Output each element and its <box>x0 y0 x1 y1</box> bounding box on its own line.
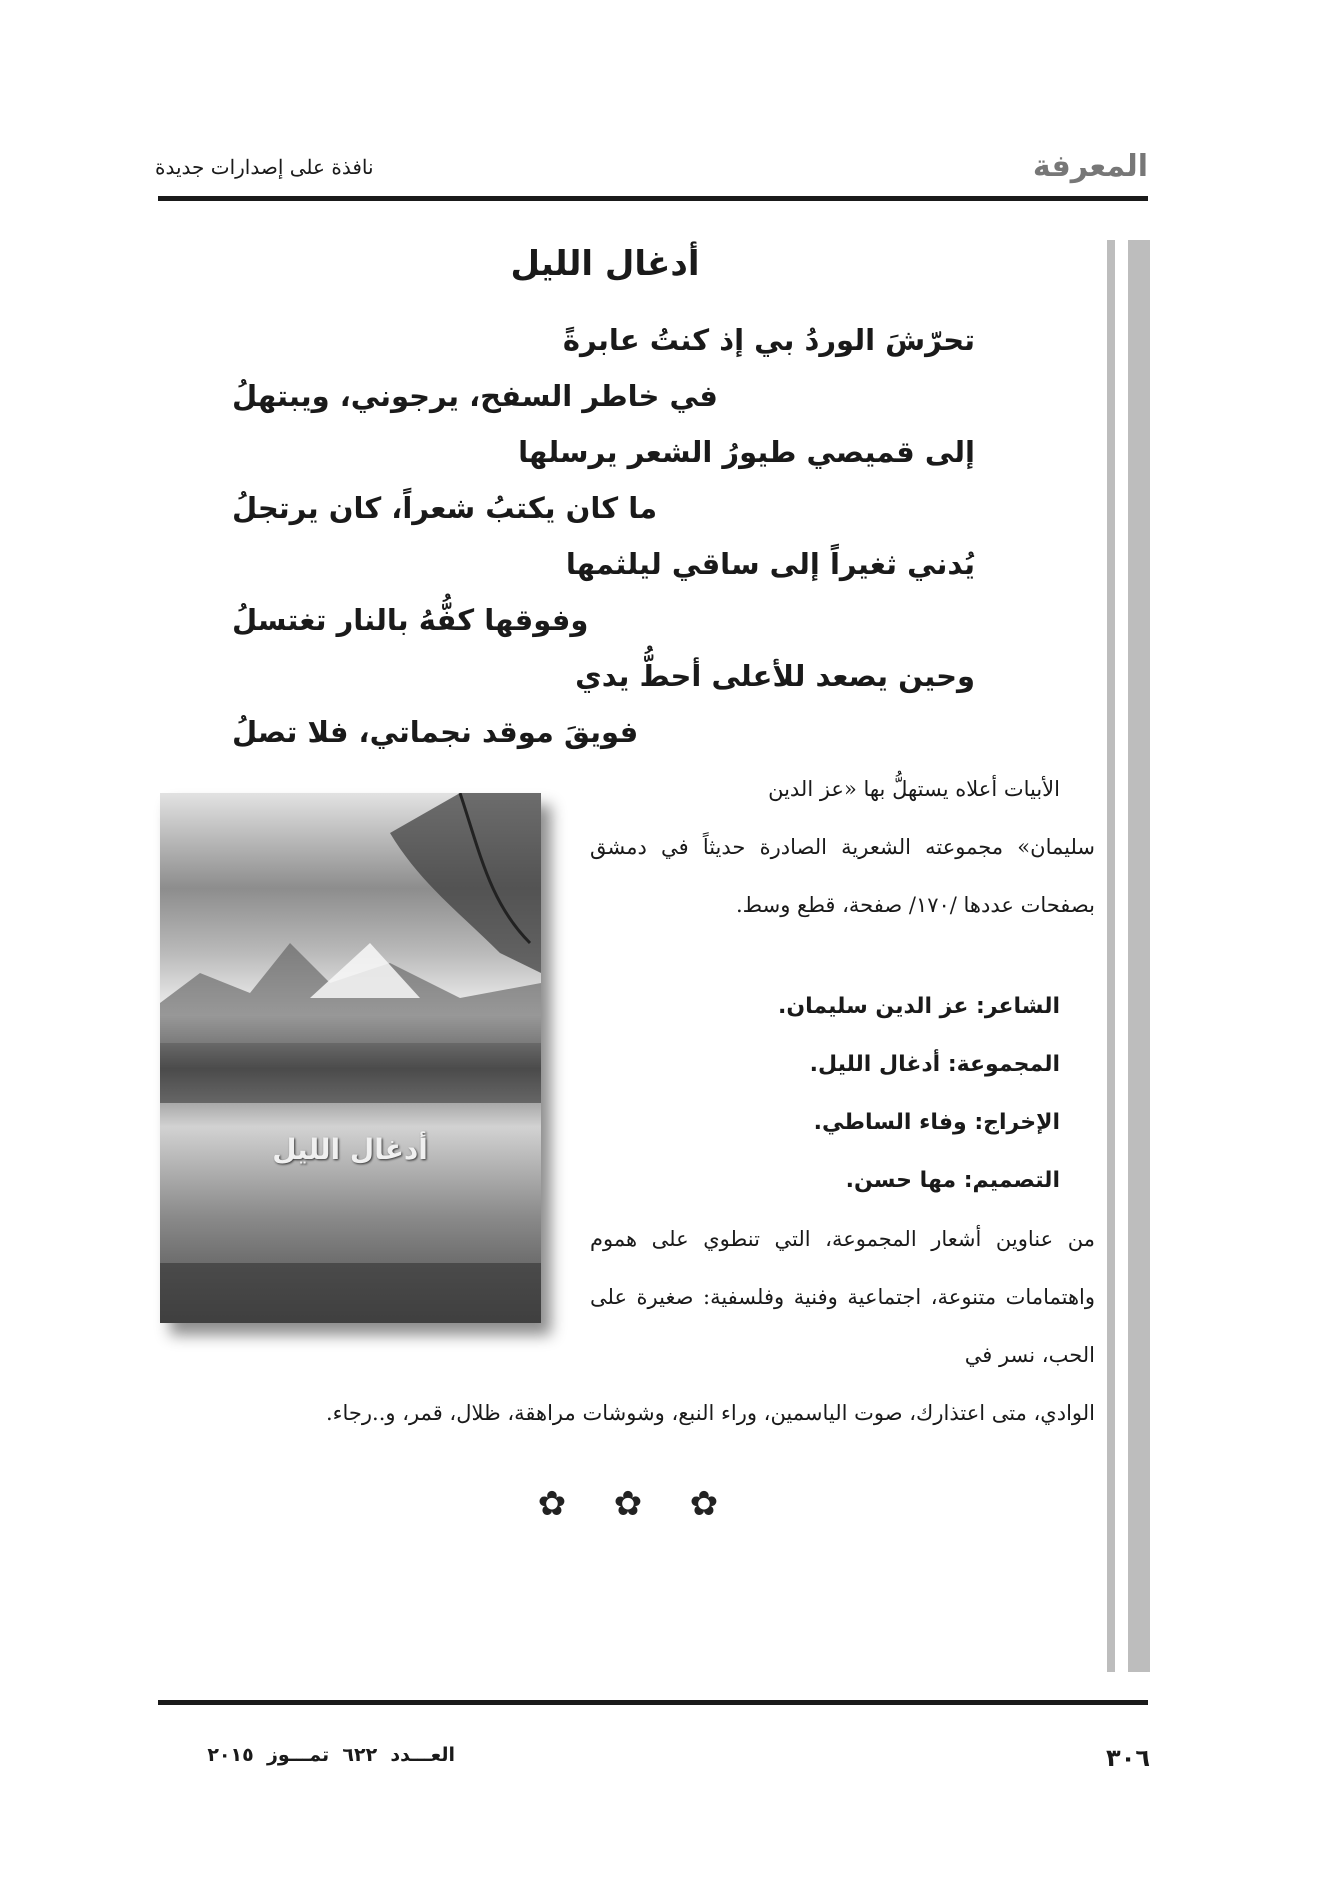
magazine-logo: المعرفة <box>1032 149 1148 184</box>
poem-line: تحرّشَ الوردُ بي إذ كنتُ عابرةً <box>562 323 975 357</box>
closing-paragraph-full: الوادي، متى اعتذارك، صوت الياسمين، وراء النبع، وشوشات مراهقة، ظلال، قمر، و..رجاء. <box>325 1401 1095 1425</box>
poem-title: أدغال الليل <box>510 244 700 284</box>
page-number: ٣٠٦ <box>1106 1744 1150 1772</box>
side-bar-wide <box>1128 240 1150 1672</box>
poem-line: إلى قميصي طيورُ الشعر يرسلها <box>518 435 975 469</box>
poem-line: في خاطر السفح، يرجوني، ويبتهلُ <box>232 379 718 413</box>
section-title: نافذة على إصدارات جديدة <box>155 155 374 179</box>
ornament-icon: ✿ <box>689 1484 719 1524</box>
poem-line: وفوقها كفُّهُ بالنار تغتسلُ <box>232 603 589 637</box>
cover-landscape <box>160 793 541 1323</box>
footer-rule <box>158 1700 1148 1705</box>
side-bar-thin <box>1107 240 1115 1672</box>
book-cover-image <box>160 793 541 1323</box>
poem-line: وحين يصعد للأعلى أحطُّ يدي <box>575 659 975 693</box>
ornament-icon: ✿ <box>537 1484 567 1524</box>
credit-direction: الإخراج: وفاء الساطي. <box>813 1110 1060 1135</box>
credit-design: التصميم: مها حسن. <box>845 1168 1060 1193</box>
ornament-icon: ✿ <box>613 1484 643 1524</box>
header-rule <box>158 196 1148 201</box>
poem-line: فويقَ موقد نجماتي، فلا تصلُ <box>232 715 639 749</box>
credit-collection: المجموعة: أدغال الليل. <box>809 1052 1060 1077</box>
poem-line: ما كان يكتبُ شعراً، كان يرتجلُ <box>232 491 658 525</box>
intro-first-line: الأبيات أعلاه يستهلُّ بها «عز الدين <box>768 777 1060 801</box>
cover-title: أدغال الليل <box>272 1133 428 1166</box>
poem-line: يُدني ثغيراً إلى ساقي ليلثمها <box>565 547 975 581</box>
issue-info: العـــدد ٦٢٢ تمـــوز ٢٠١٥ <box>207 1744 455 1766</box>
credit-poet: الشاعر: عز الدين سليمان. <box>778 994 1060 1019</box>
intro-paragraph: سليمان» مجموعته الشعرية الصادرة حديثاً في دمشق بصفحات عددها /١٧٠/ صفحة، قطع وسط. <box>590 835 1095 917</box>
closing-paragraph: من عناوين أشعار المجموعة، التي تنطوي على هموم واهتمامات متنوعة، اجتماعية وفنية وفلسفية: صغيرة على الحب، نسر في <box>590 1227 1095 1367</box>
